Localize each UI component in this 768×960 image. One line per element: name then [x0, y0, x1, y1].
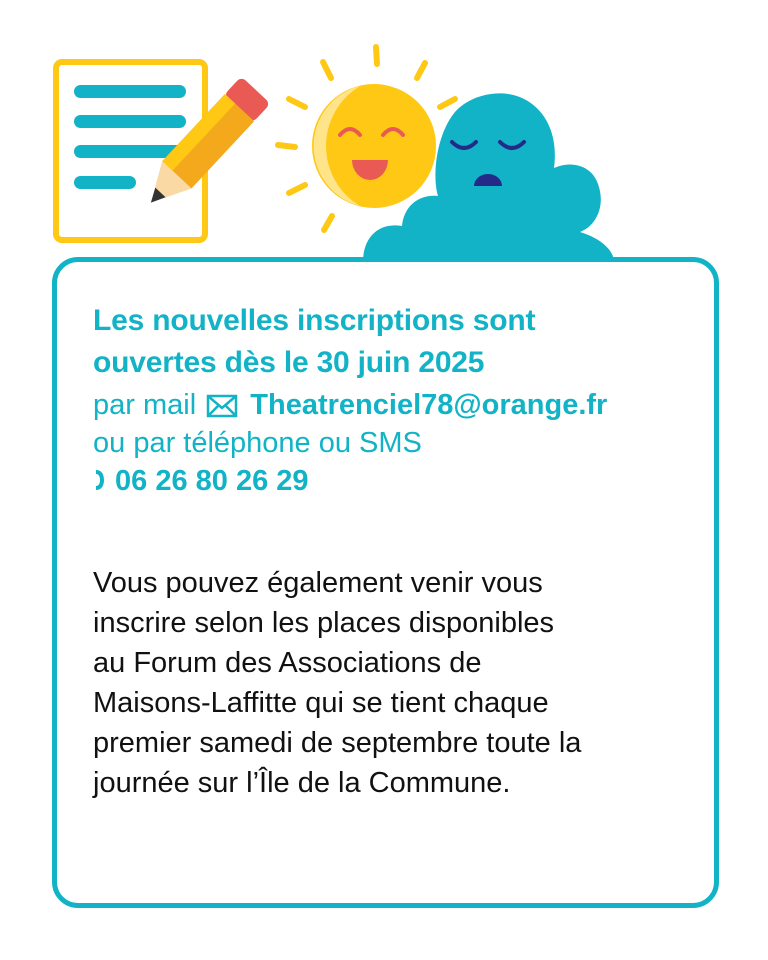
email-link[interactable]: Theatrenciel78@orange.fr: [250, 389, 608, 421]
header-illustration: [0, 0, 768, 300]
details-line: Vous pouvez également venir vous: [93, 567, 543, 599]
headline-line-2: ouvertes dès le 30 juin 2025: [93, 346, 485, 379]
phone-prefix: ou par téléphone ou SMS: [93, 427, 422, 459]
details-line: au Forum des Associations de: [93, 647, 482, 679]
phone-icon: [93, 467, 107, 493]
details-line: Maisons-Laffitte qui se tient chaque: [93, 687, 549, 719]
phone-line: [93, 462, 713, 500]
details-line: inscrire selon les places disponibles: [93, 607, 555, 639]
announcement: [93, 300, 713, 500]
mail-icon: [206, 394, 238, 418]
mail-prefix: par mail: [93, 389, 197, 421]
details-paragraph: [93, 563, 703, 803]
mail-line: [93, 386, 713, 424]
details-line: premier samedi de septembre toute la: [93, 727, 582, 759]
details-line: journée sur l’Île de la Commune.: [93, 767, 511, 799]
headline-line-1: Les nouvelles inscriptions sont: [93, 304, 536, 337]
notepad-pencil-icon: [56, 62, 271, 240]
phone-number[interactable]: 06 26 80 26 29: [115, 465, 309, 497]
